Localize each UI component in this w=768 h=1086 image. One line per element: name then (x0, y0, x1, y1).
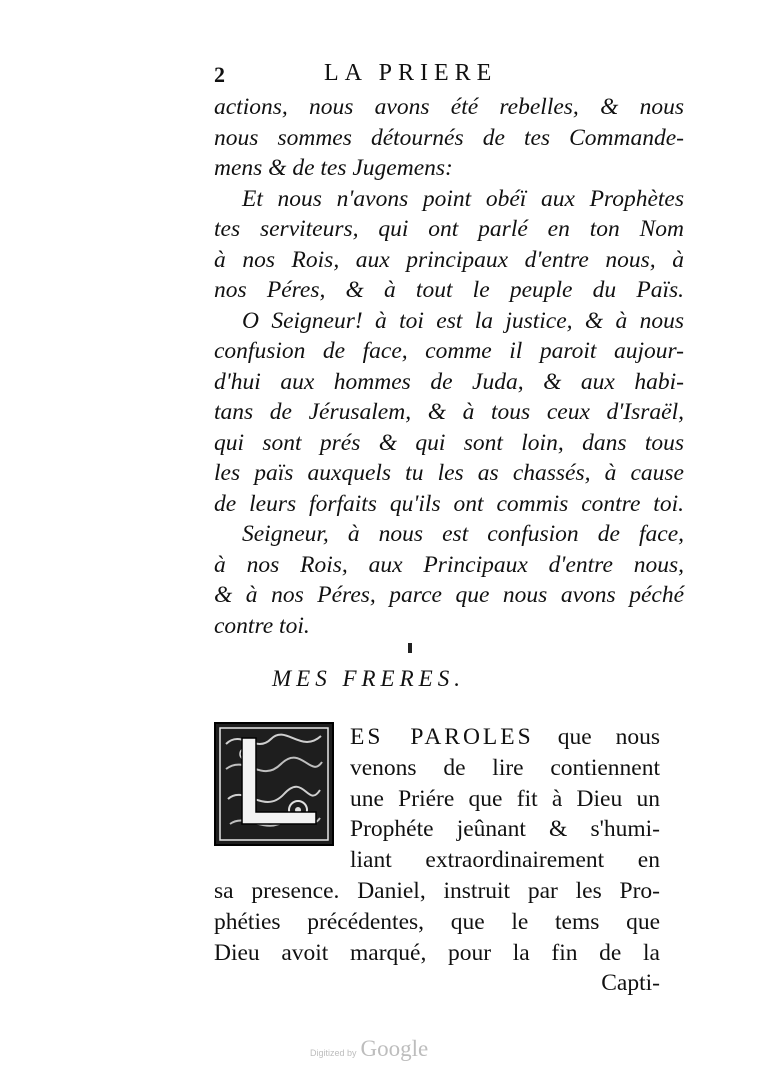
text-line: tans de Jérusalem, & à tous ceux d'Israël, (214, 399, 684, 425)
text-line: de leurs forfaits qu'ils ont commis contre toi. (214, 490, 684, 517)
divider-mark (408, 643, 412, 653)
text-line: O Seigneur! à toi est la justice, & à nous (242, 307, 684, 334)
text-line: nous sommes détournés de tes Commande- (214, 124, 684, 151)
text-line: Prophéte jeûnant & s'humi- (350, 816, 660, 843)
text-line: Dieu avoit marqué, pour la fin de la (214, 939, 660, 966)
page-number: 2 (214, 62, 225, 87)
text-line: tes serviteurs, qui ont parlé en ton Nom (214, 216, 684, 242)
text-line: d'hui aux hommes de Juda, & aux habi- (214, 368, 684, 395)
text-line: actions, nous avons été rebelles, & nous (214, 94, 684, 120)
text-line: nos Péres, & à tout le peuple du Païs. (214, 277, 684, 303)
text-line: Et nous n'avons point obéï aux Prophètes (242, 185, 684, 212)
text-line: confusion de face, comme il paroit aujour- (214, 338, 684, 364)
section-heading: MES FRERES. (272, 666, 465, 691)
text-line: phéties précédentes, que le tems que (214, 908, 660, 935)
text-line: à nos Rois, aux principaux d'entre nous, à (214, 246, 684, 273)
watermark-brand: Google (360, 1036, 429, 1061)
text-line: mens & de tes Jugemens: (214, 155, 453, 181)
running-head (214, 58, 674, 92)
body-text (214, 722, 660, 999)
catchword: Capti- (601, 970, 660, 997)
text-line: & à nos Péres, parce que nous avons péché (214, 582, 684, 608)
prayer-text (214, 92, 684, 641)
text-fragment: que nous (557, 724, 661, 750)
digitization-watermark (310, 1036, 428, 1062)
text-line: à nos Rois, aux Principaux d'entre nous, (214, 551, 684, 578)
opening-words: ES PAROLES (350, 724, 534, 750)
text-line: une Priére que fit à Dieu un (350, 785, 660, 812)
text-line: qui sont prés & qui sont loin, dans tous (214, 429, 684, 456)
text-line: Seigneur, à nous est confusion de face, (242, 521, 684, 547)
text-line: les païs auxquels tu les as chassés, à cause (214, 460, 684, 486)
text-line: venons de lire contiennent (350, 754, 660, 781)
running-title: LA PRIERE (324, 60, 498, 86)
text-line: sa presence. Daniel, instruit par les Pro- (214, 877, 660, 904)
text-line: contre toi. (214, 612, 310, 639)
text-line (350, 722, 660, 753)
watermark-prefix: Digitized by (310, 1048, 357, 1058)
text-line: liant extraordinairement en (350, 847, 660, 874)
